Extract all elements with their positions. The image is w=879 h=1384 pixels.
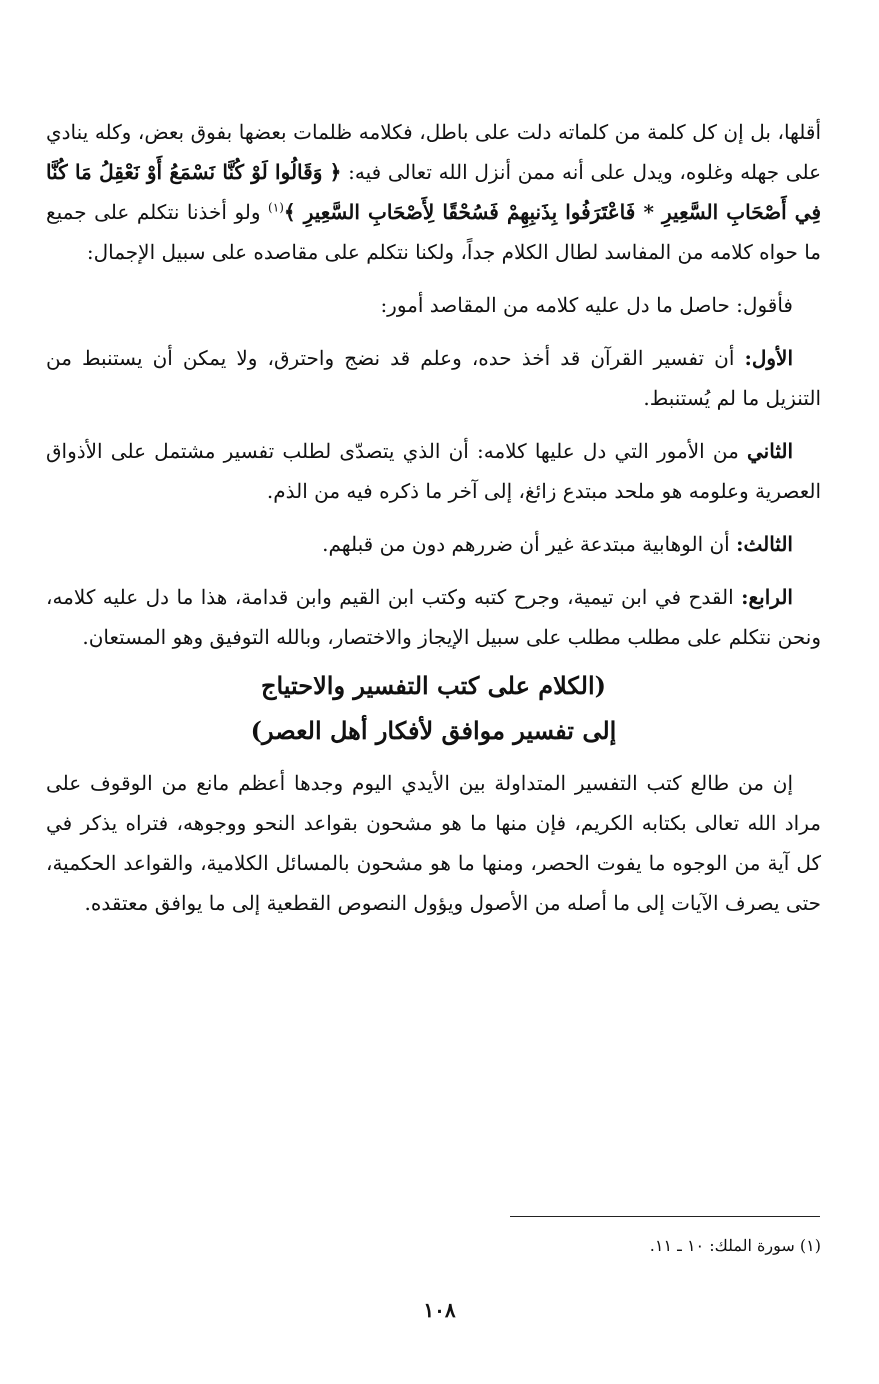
page-number: ١٠٨	[423, 1298, 456, 1322]
paragraph-tafsir-text: إن من طالع كتب التفسير المتداولة بين الأيدي اليوم وجدها أعظم مانع من الوقوف على مراد الله تعالى بكتابه الكريم، فإن منها ما هو مشحون بقواعد النحو ووجوهه، فتراه يذكر في كل آية من الوجوه ما يفوت الحصر، ومنها ما هو مشحون بالمسائل الكلامية، والقواعد الحكمية، حتى يصرف الآيات إلى ما أصله من الأصول ويؤول النصوص القطعية إلى ما يوافق معتقده.	[46, 771, 821, 915]
paragraph-first-point	[46, 338, 821, 418]
first-point-label: الأول:	[744, 346, 794, 370]
fourth-point-text: القدح في ابن تيمية، وجرح كتبه وكتب ابن القيم وابن قدامة، هذا ما دل عليه كلامه، ونحن نتكلم على مطلب مطلب على سبيل الإيجاز والاختصار، وبالله التوفيق وهو المستعان.	[46, 585, 821, 649]
paragraph-fourth-point	[46, 577, 821, 657]
footnote: (١) سورة الملك: ١٠ ـ ١١.	[649, 1236, 821, 1255]
first-point-text: أن تفسير القرآن قد أخذ حده، وعلم قد نضج واحترق، ولا يمكن أن يستنبط من التنزيل ما لم يُستنبط.	[46, 346, 821, 410]
main-text	[46, 112, 821, 923]
fourth-point-label: الرابع:	[741, 585, 793, 609]
second-point-text: من الأمور التي دل عليها كلامه: أن الذي يتصدّى لطلب تفسير مشتمل على الأذواق العصرية وعلومه هو ملحد مبتدع زائغ، إلى آخر ما ذكره فيه من الذم.	[46, 439, 821, 503]
second-point-label: الثاني	[747, 439, 794, 463]
footnote-divider	[510, 1216, 820, 1217]
paragraph-2	[46, 285, 821, 325]
third-point-label: الثالث:	[736, 532, 793, 556]
section-heading-line-1: (الكلام على كتب التفسير والاحتياج	[260, 671, 607, 700]
section-heading	[46, 663, 821, 753]
paragraph-2-text: فأقول: حاصل ما دل عليه كلامه من المقاصد أمور:	[380, 293, 793, 317]
paragraph-tafsir	[46, 763, 821, 923]
third-point-text: أن الوهابية مبتدعة غير أن ضررهم دون من قبلهم.	[322, 532, 730, 556]
paragraph-third-point	[46, 524, 821, 564]
paragraph-1	[46, 112, 821, 272]
footnote-reference: (١)	[268, 200, 284, 215]
quran-verse: ﴿ وَقَالُوا لَوْ كُنَّا نَسْمَعُ أَوْ نَعْقِلُ مَا كُنَّا فِي أَصْحَابِ السَّعِيرِ * فَاعْتَرَفُوا بِذَنبِهِمْ فَسُحْقًا لِأَصْحَابِ السَّعِيرِ ﴾	[46, 160, 822, 224]
paragraph-1-text: أقلها، بل إن كل كلمة من كلماته دلت على باطل، فكلامه ظلمات بعضها بفوق بعض، وكله ينادي على جهله وغلوه، ويدل على أنه ممن أنزل الله تعالى فيه:	[46, 120, 822, 184]
section-heading-line-2: إلى تفسير موافق لأفكار أهل العصر)	[250, 716, 617, 745]
paragraph-1-tail: ولو أخذنا نتكلم على جميع ما حواه كلامه من المفاسد لطال الكلام جداً، ولكنا نتكلم على مقاصده على سبيل الإجمال:	[46, 200, 821, 264]
paragraph-second-point	[46, 431, 821, 511]
